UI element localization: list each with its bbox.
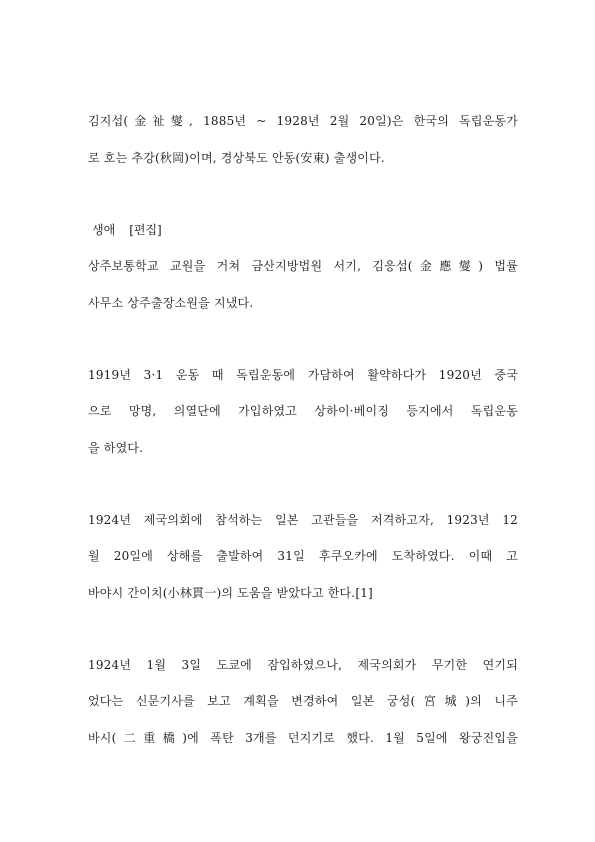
paragraph-2-line-1: 상주보통학교 교원을 거쳐 금산지방법원 서기, 김응섭(金應燮) 법률 [88,259,518,273]
citation-link[interactable]: [1] [355,586,373,600]
section-title: 생애 [92,223,116,237]
paragraph-4-line-2: 월 20일에 상해를 출발하여 31일 후쿠오카에 도착하였다. 이때 고 [88,549,518,563]
paragraph-4-line-3-text: 바야시 간이치(小林貫一)의 도움을 받았다고 한다. [88,586,356,600]
paragraph-3-line-2: 으로 망명, 의열단에 가입하였고 상하이·베이징 등지에서 독립운동 [88,404,518,418]
paragraph-4-line-3 [88,585,518,601]
paragraph-1-line-1: 김지섭(金祉燮, 1885년 ~ 1928년 2월 20일)은 한국의 독립운동가 [88,114,518,128]
paragraph-3-line-1: 1919년 3·1 운동 때 독립운동에 가담하여 활약하다가 1920년 중국 [88,368,518,382]
paragraph-5-line-3: 바시(二重橋)에 폭탄 3개를 던지기로 했다. 1월 5일에 왕궁진입을 [88,731,518,745]
paragraph-4-line-1: 1924년 제국의회에 참석하는 일본 고관들을 저격하고자, 1923년 12 [88,513,518,527]
paragraph-3-line-3: 을 하였다. [88,441,144,455]
section-heading [92,222,162,238]
paragraph-2-line-2: 사무소 상주출장소원을 지냈다. [88,296,254,310]
paragraph-5-line-1: 1924년 1월 3일 도쿄에 잠입하였으나, 제국의회가 무기한 연기되 [88,658,518,672]
paragraph-5-line-2: 었다는 신문기사를 보고 계획을 변경하여 일본 궁성(宮城)의 니주 [88,694,518,708]
edit-section-link[interactable]: [편집] [129,223,162,237]
paragraph-1-line-2: 로 호는 추강(秋岡)이며, 경상북도 안동(安東) 출생이다. [88,151,385,165]
